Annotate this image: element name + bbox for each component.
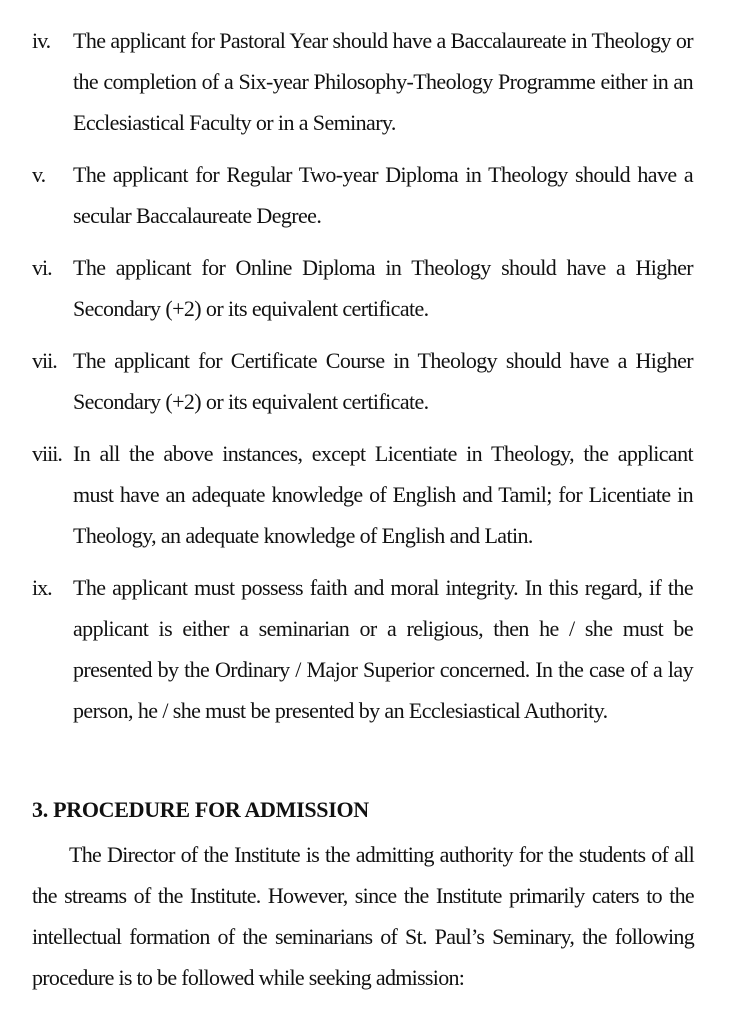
list-item-number: vi. bbox=[32, 255, 52, 280]
list-item bbox=[32, 433, 694, 556]
list-item-text: The applicant must possess faith and moral integrity. In this regard, if the applicant is either a seminarian or a religious, then he / she must be presented by the Ordinary / Major Superior concerned. In the case of a lay person, he / she must be presented by an Ecclesiastical Authority. bbox=[73, 575, 693, 723]
section-heading: 3. PROCEDURE FOR ADMISSION bbox=[32, 797, 369, 822]
list-item-number: vii. bbox=[32, 348, 57, 373]
list-item-number: viii. bbox=[32, 441, 62, 466]
list-item bbox=[32, 20, 694, 143]
section-paragraph: The Director of the Institute is the admitting authority for the students of all the streams of the Institute. However, since the Institute primarily caters to the intellectual formation of the seminarians of St. Paul’s Seminary, the following procedure is to be followed while seeking admission: bbox=[32, 842, 694, 990]
list-item-text: The applicant for Pastoral Year should have a Baccalaureate in Theology or the completion of a Six-year Philosophy-Theology Programme either in an Ecclesiastical Faculty or in a Seminary. bbox=[73, 28, 693, 135]
list-item-number: ix. bbox=[32, 575, 52, 600]
list-item bbox=[32, 154, 694, 236]
list-item bbox=[32, 567, 694, 731]
list-item-number: iv. bbox=[32, 28, 51, 53]
list-item bbox=[32, 340, 694, 422]
list-item-text: The applicant for Regular Two-year Diploma in Theology should have a secular Baccalaureate Degree. bbox=[73, 162, 693, 228]
list-item-text: The applicant for Certificate Course in Theology should have a Higher Secondary (+2) or its equivalent certificate. bbox=[73, 348, 693, 414]
list-item-number: v. bbox=[32, 162, 46, 187]
eligibility-list bbox=[32, 20, 694, 742]
list-item-text: In all the above instances, except Licentiate in Theology, the applicant must have an adequate knowledge of English and Tamil; for Licentiate in Theology, an adequate knowledge of English and Latin. bbox=[73, 441, 693, 548]
list-item-text: The applicant for Online Diploma in Theology should have a Higher Secondary (+2) or its equivalent certificate. bbox=[73, 255, 693, 321]
list-item bbox=[32, 247, 694, 329]
